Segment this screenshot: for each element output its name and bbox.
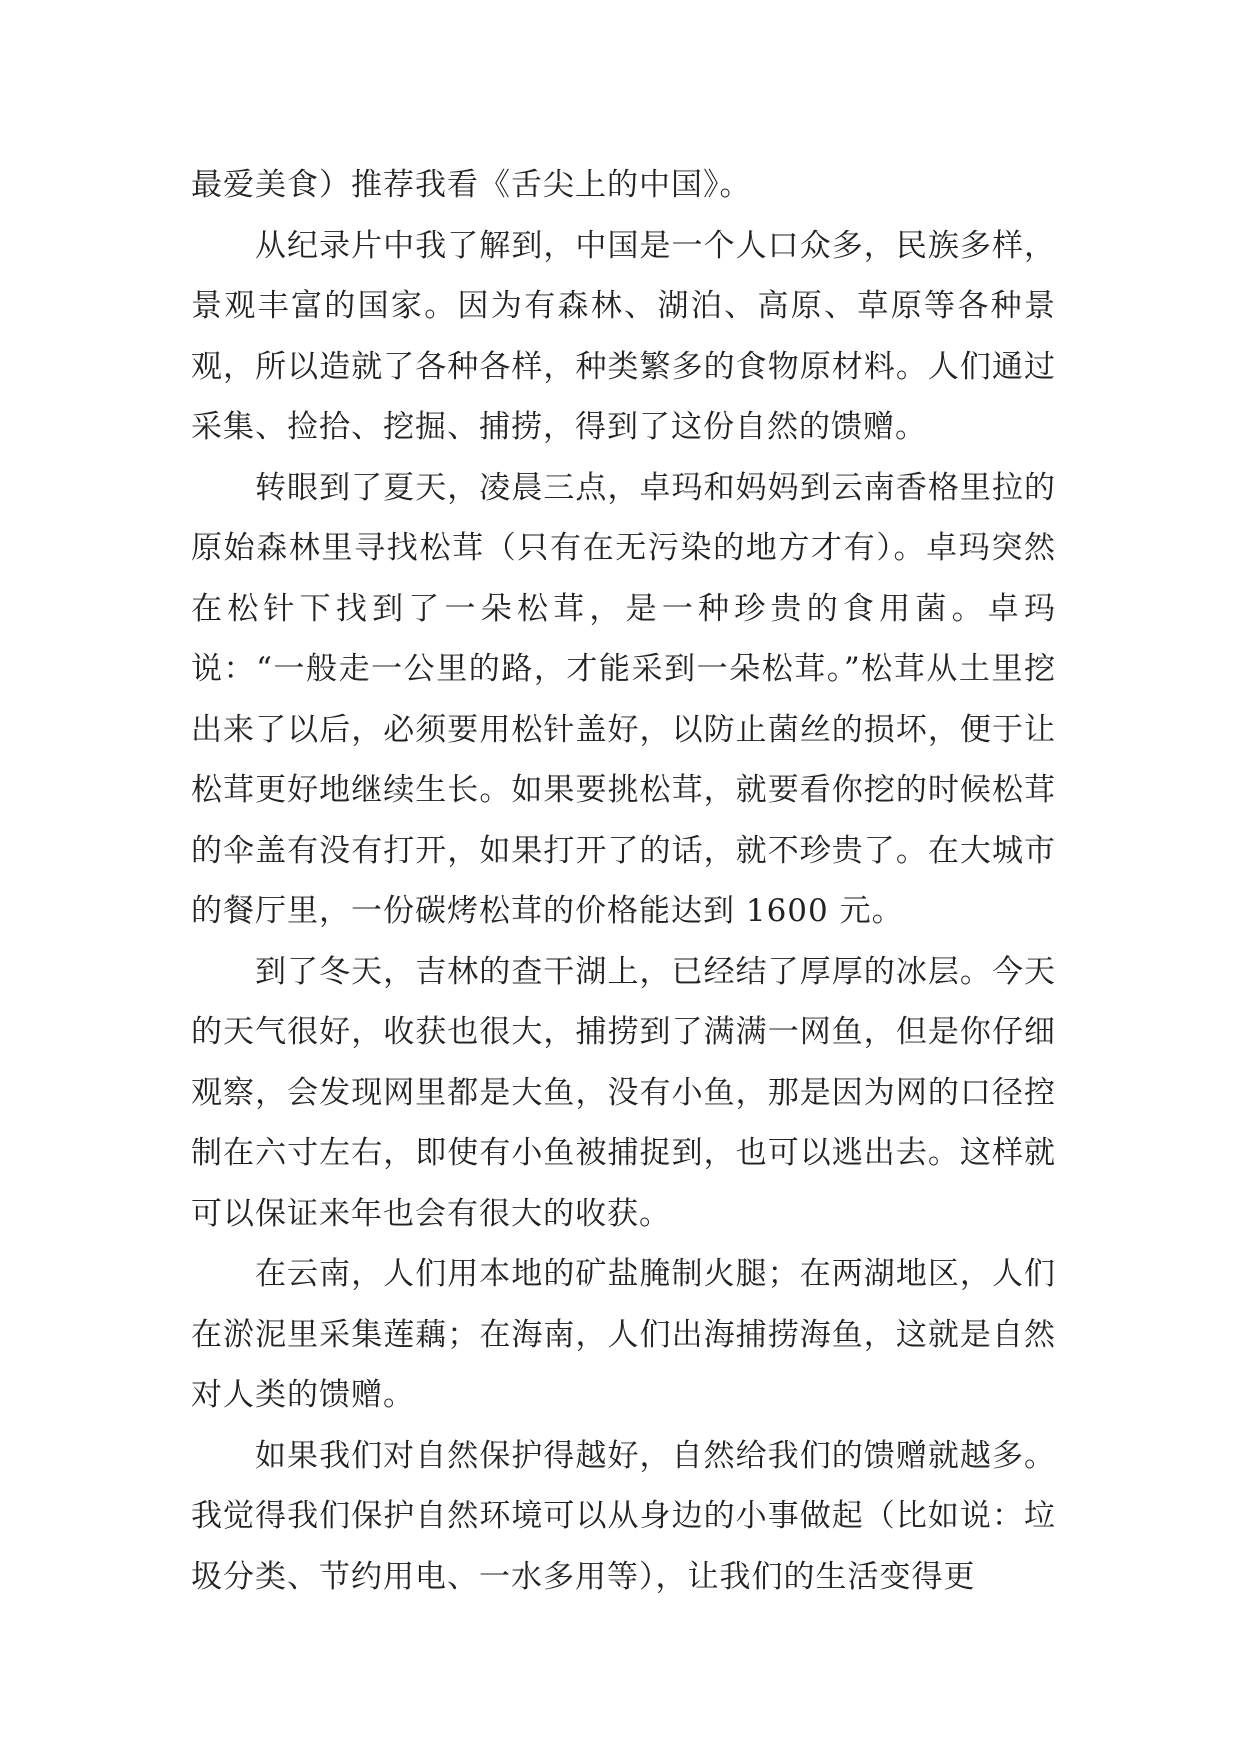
paragraph-documentary-intro: 从纪录片中我了解到，中国是一个人口众多，民族多样，景观丰富的国家。因为有森林、湖泊、高原、草原等各种景观，所以造就了各种各样，种类繁多的食物原材料。人们通过采集、捡拾、挖掘、捕捞，得到了这份自然的馈赠。: [191, 227, 1056, 445]
paragraph-continuation: 最爱美食）推荐我看《舌尖上的中国》。: [191, 167, 752, 203]
document-body: [191, 155, 1056, 1607]
paragraph-protect-nature: 如果我们对自然保护得越好，自然给我们的馈赠就越多。我觉得我们保护自然环境可以从身边的小事做起（比如说：垃圾分类、节约用电、一水多用等），让我们的生活变得更: [191, 1437, 1056, 1595]
paragraph-winter-fishing: 到了冬天，吉林的查干湖上，已经结了厚厚的冰层。今天的天气很好，收获也很大，捕捞到了满满一网鱼，但是你仔细观察，会发现网里都是大鱼，没有小鱼，那是因为网的口径控制在六寸左右，即使有小鱼被捕捉到，也可以逃出去。这样就可以保证来年也会有很大的收获。: [191, 953, 1056, 1232]
paragraph-regional-foods: 在云南，人们用本地的矿盐腌制火腿；在两湖地区，人们在淤泥里采集莲藕；在海南，人们出海捕捞海鱼，这就是自然对人类的馈赠。: [191, 1256, 1056, 1413]
paragraph-summer-matsutake: 转眼到了夏天，凌晨三点，卓玛和妈妈到云南香格里拉的原始森林里寻找松茸（只有在无污染的地方才有）。卓玛突然在松针下找到了一朵松茸，是一种珍贵的食用菌。卓玛说：“一般走一公里的路，才能采到一朵松茸。”松茸从土里挖出来了以后，必须要用松针盖好，以防止菌丝的损坏，便于让松茸更好地继续生长。如果要挑松茸，就要看你挖的时候松茸的伞盖有没有打开，如果打开了的话，就不珍贵了。在大城市的餐厅里，一份碳烤松茸的价格能达到 1600 元。: [191, 469, 1056, 929]
